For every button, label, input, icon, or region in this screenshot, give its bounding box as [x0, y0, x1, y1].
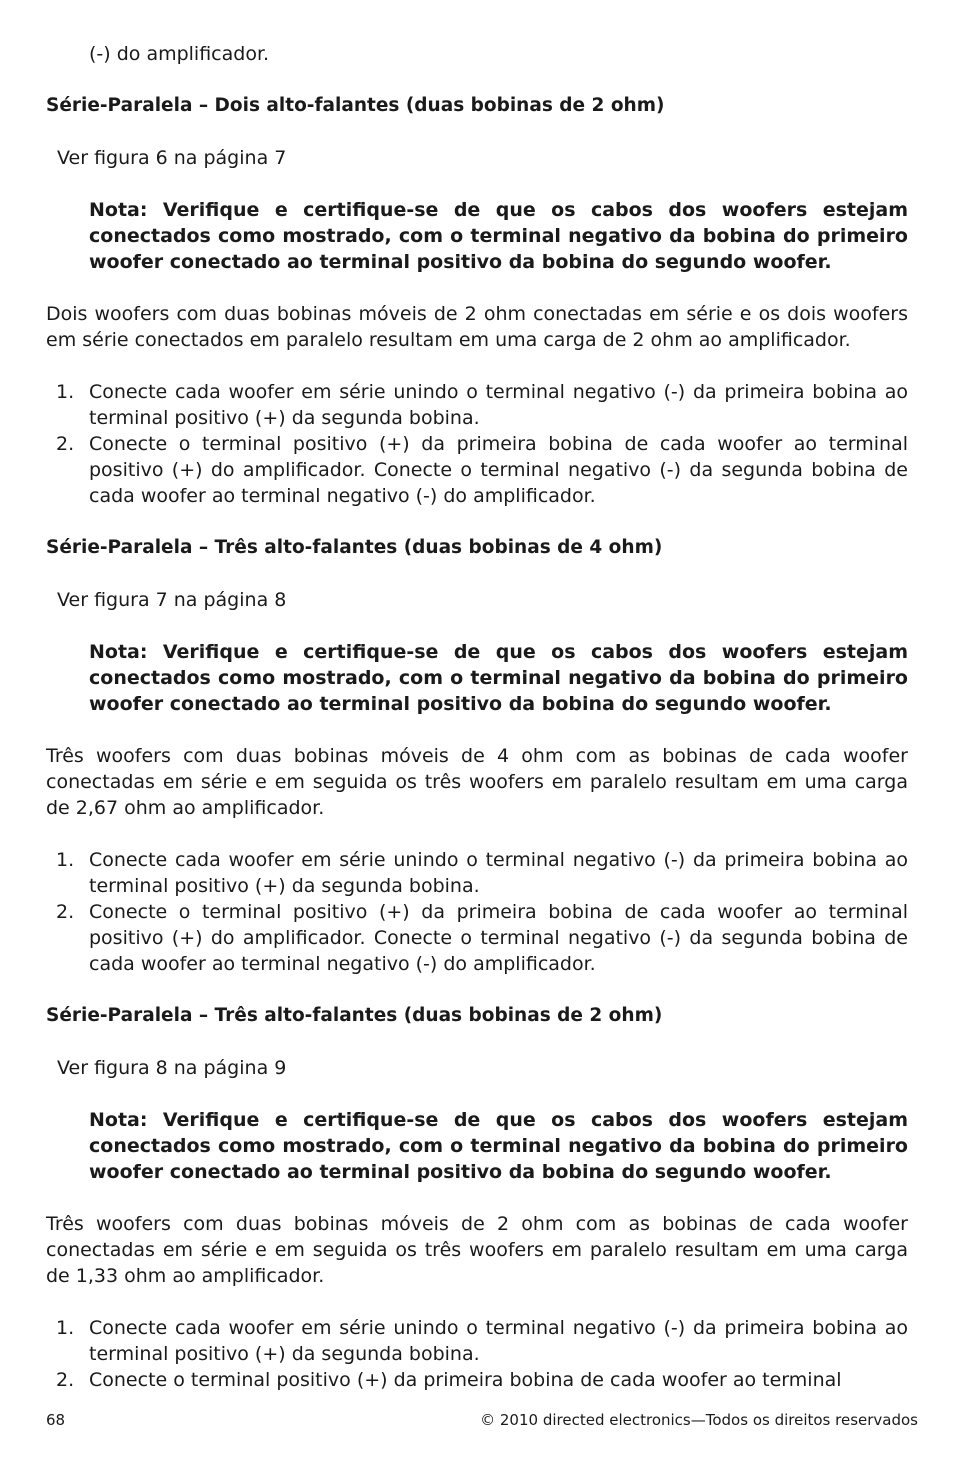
load-description: Dois woofers com duas bobinas móveis de 2 ohm conectadas em série e os dois woofers em série conectados em paralelo resultam em uma carga de 2 ohm ao amplificador. [46, 303, 908, 351]
steps-list [46, 379, 908, 509]
figure-reference: Ver figura 7 na página 8 [57, 589, 287, 611]
steps-list [46, 1315, 908, 1393]
copyright-notice: © 2010 directed electronics—Todos os direitos reservados [480, 1411, 918, 1429]
section-tres-alto-falantes-2ohm [46, 1003, 908, 1393]
step-number: 1. [56, 1317, 75, 1339]
figure-reference: Ver figura 8 na página 9 [57, 1057, 287, 1079]
wiring-note: Nota: Verifique e certifique-se de que os cabos dos woofers estejam conectados como mostrado, com o terminal negativo da bobina do primeiro woofer conectado ao terminal positivo da bobina do segundo woofer. [89, 199, 908, 273]
step-text: Conecte cada woofer em série unindo o terminal negativo (-) da primeira bobina ao terminal positivo (+) da segunda bobina. [89, 849, 908, 897]
step-text: Conecte o terminal positivo (+) da primeira bobina de cada woofer ao terminal positivo (+) do amplificador. Conecte o terminal negativo (-) da segunda bobina de cada woofer ao terminal negativo (-) do amplificador. [89, 433, 908, 507]
page-content [46, 41, 908, 1419]
section-dois-alto-falantes-2ohm [46, 93, 908, 509]
step-number: 2. [56, 433, 75, 455]
step-number: 2. [56, 901, 75, 923]
section-heading: Série-Paralela – Dois alto-falantes (duas bobinas de 2 ohm) [46, 95, 665, 116]
step-item [46, 847, 908, 899]
load-description: Três woofers com duas bobinas móveis de 2 ohm com as bobinas de cada woofer conectadas em série e em seguida os três woofers em paralelo resultam em uma carga de 1,33 ohm ao amplificador. [46, 1213, 908, 1287]
step-text: Conecte o terminal positivo (+) da primeira bobina de cada woofer ao terminal positivo (+) do amplificador. Conecte o terminal negativo (-) da segunda bobina de cada woofer ao terminal negativo (-) do amplificador. [89, 901, 908, 975]
step-number: 1. [56, 381, 75, 403]
section-heading: Série-Paralela – Três alto-falantes (duas bobinas de 2 ohm) [46, 1005, 663, 1026]
step-item [46, 899, 908, 977]
wiring-note: Nota: Verifique e certifique-se de que os cabos dos woofers estejam conectados como mostrado, com o terminal negativo da bobina do primeiro woofer conectado ao terminal positivo da bobina do segundo woofer. [89, 1109, 908, 1183]
step-number: 1. [56, 849, 75, 871]
step-text: Conecte o terminal positivo (+) da primeira bobina de cada woofer ao terminal [89, 1369, 842, 1391]
step-item [46, 1367, 908, 1393]
steps-list [46, 847, 908, 977]
step-item [46, 1315, 908, 1367]
step-number: 2. [56, 1369, 75, 1391]
figure-reference: Ver figura 6 na página 7 [57, 147, 287, 169]
step-item [46, 379, 908, 431]
section-heading: Série-Paralela – Três alto-falantes (duas bobinas de 4 ohm) [46, 537, 663, 558]
page-number: 68 [46, 1411, 66, 1429]
step-item [46, 431, 908, 509]
step-text: Conecte cada woofer em série unindo o terminal negativo (-) da primeira bobina ao terminal positivo (+) da segunda bobina. [89, 1317, 908, 1365]
wiring-note: Nota: Verifique e certifique-se de que os cabos dos woofers estejam conectados como mostrado, com o terminal negativo da bobina do primeiro woofer conectado ao terminal positivo da bobina do segundo woofer. [89, 641, 908, 715]
section-tres-alto-falantes-4ohm [46, 535, 908, 977]
step-text: Conecte cada woofer em série unindo o terminal negativo (-) da primeira bobina ao terminal positivo (+) da segunda bobina. [89, 381, 908, 429]
load-description: Três woofers com duas bobinas móveis de 4 ohm com as bobinas de cada woofer conectadas em série e em seguida os três woofers em paralelo resultam em uma carga de 2,67 ohm ao amplificador. [46, 745, 908, 819]
continued-text: (-) do amplificador. [89, 43, 270, 65]
